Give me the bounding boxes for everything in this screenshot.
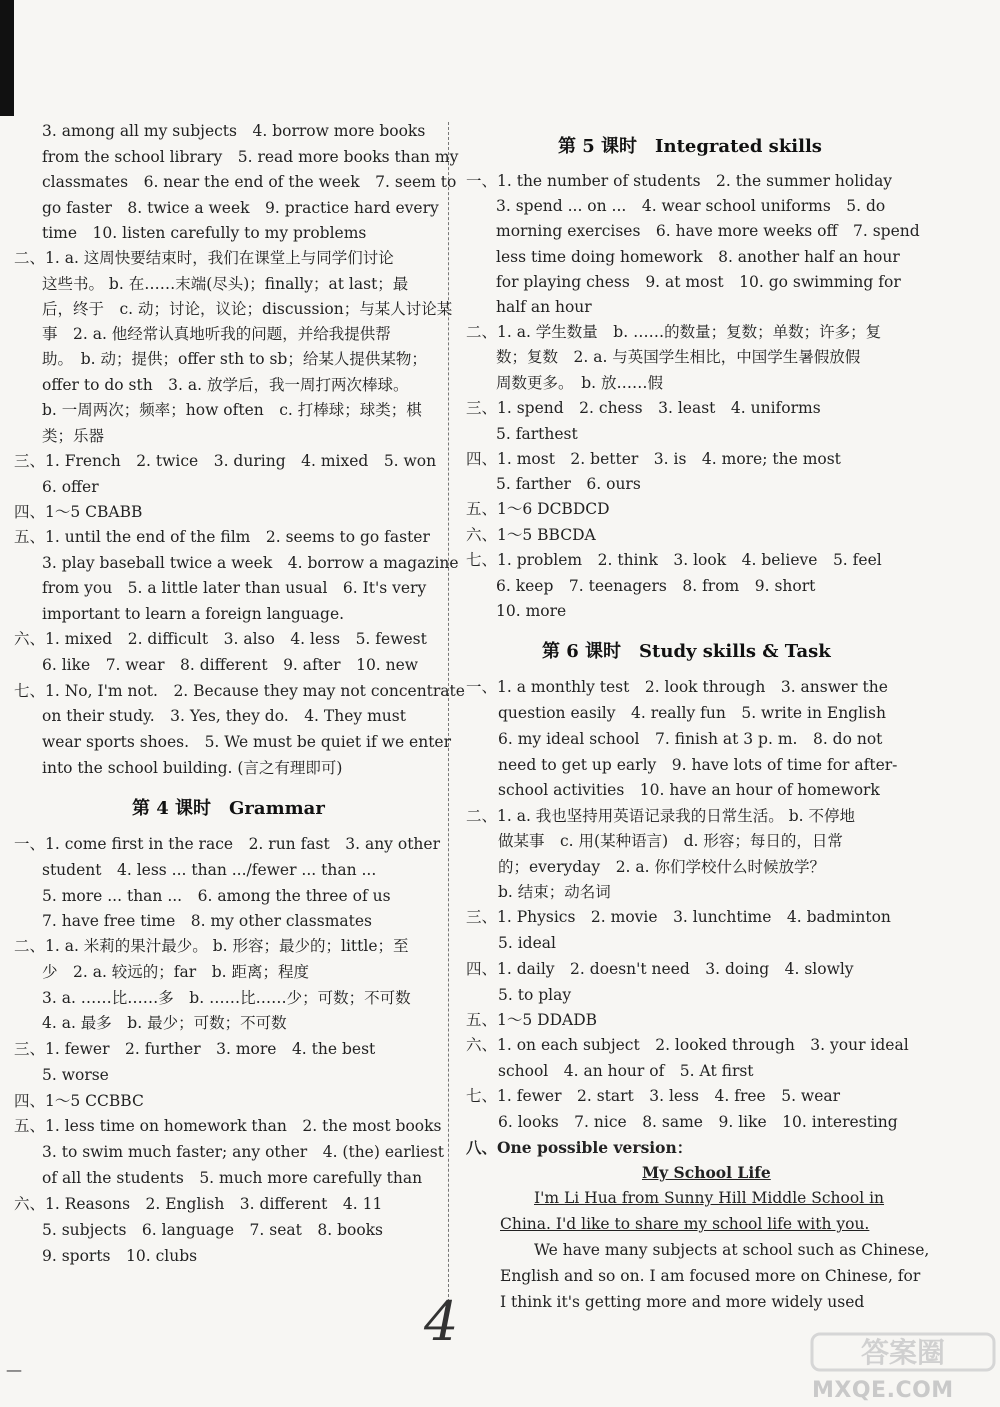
answer-line: go faster 8. twice a week 9. practice hard every: [42, 199, 439, 217]
answer-line: 六、1. on each subject 2. looked through 3. your ideal: [466, 1036, 909, 1054]
answer-line: half an hour: [496, 298, 592, 316]
answer-line: time 10. listen carefully to my problems: [42, 224, 367, 242]
answer-line: 6. keep 7. teenagers 8. from 9. short: [496, 577, 816, 595]
answer-line: question easily 4. really fun 5. write in English: [498, 704, 886, 722]
answer-line: 一、1. the number of students 2. the summer holiday: [466, 172, 893, 190]
answer-line: 6. offer: [42, 478, 99, 496]
watermark-logo: [810, 1332, 996, 1372]
answer-line: 三、1. Physics 2. movie 3. lunchtime 4. badminton: [466, 908, 891, 926]
answer-line: 后，终于 c. 动；讨论，议论；discussion；与某人讨论某: [42, 300, 453, 318]
answer-line: b. 一周两次；频率；how often c. 打棒球；球类；棋: [42, 401, 422, 419]
answer-line: 5. to play: [498, 986, 572, 1004]
answer-line: 6. my ideal school 7. finish at 3 p. m. 8. do not: [498, 730, 883, 748]
answer-line: 7. have free time 8. my other classmates: [42, 912, 373, 930]
answer-line: 10. more: [496, 602, 567, 620]
answer-line: 3. play baseball twice a week 4. borrow a magazine: [42, 554, 459, 572]
answer-line: of all the students 5. much more carefully than: [42, 1169, 423, 1187]
section-heading-lesson-6: 第 6 课时 Study skills & Task: [542, 641, 831, 662]
answer-line: 这些书。 b. 在……末端(尽头)；finally；at last；最: [42, 275, 409, 293]
answer-line: 七、1. problem 2. think 3. look 4. believe 5. feel: [466, 551, 882, 569]
essay-title: My School Life: [642, 1163, 771, 1182]
answer-line: 四、1. daily 2. doesn't need 3. doing 4. slowly: [466, 960, 854, 978]
answer-line: 类；乐器: [42, 427, 105, 445]
answer-line: 6. looks 7. nice 8. same 9. like 10. interesting: [498, 1113, 898, 1131]
answer-line: 事 2. a. 他经常认真地听我的问题，并给我提供帮: [42, 325, 391, 343]
answer-line: 四、1. most 2. better 3. is 4. more; the most: [466, 450, 841, 468]
answer-line: 七、1. fewer 2. start 3. less 4. free 5. wear: [466, 1087, 841, 1105]
answer-line: 三、1. French 2. twice 3. during 4. mixed 5. won: [14, 452, 437, 470]
answer-line: 3. spend ... on ... 4. wear school uniforms 5. do: [496, 197, 886, 215]
answer-line: 数；复数 2. a. 与英国学生相比，中国学生暑假放假: [496, 348, 861, 366]
answer-line: offer to do sth 3. a. 放学后，我一周打两次棒球。: [42, 376, 409, 394]
answer-line: important to learn a foreign language.: [42, 605, 345, 623]
answer-line: 5. worse: [42, 1066, 109, 1084]
answer-line: 七、1. No, I'm not. 2. Because they may not concentrate: [14, 682, 465, 700]
answer-line: 五、1. until the end of the film 2. seems to go faster: [14, 528, 430, 546]
answer-line: 六、1～5 BBCDA: [466, 526, 596, 544]
answer-line: 一、1. a monthly test 2. look through 3. answer the: [466, 678, 888, 696]
answer-line: 周数更多。 b. 放……假: [496, 374, 664, 392]
answer-line: 3. to swim much faster; any other 4. (the) earliest: [42, 1143, 444, 1161]
watermark-logo-text: 答案圈: [860, 1336, 946, 1369]
answer-line: less time doing homework 8. another half an hour: [496, 248, 900, 266]
answer-line: 二、1. a. 我也坚持用英语记录我的日常生活。 b. 不停地: [466, 807, 856, 825]
answer-line: from you 5. a little later than usual 6. It's very: [42, 579, 427, 597]
answer-line: b. 结束；动名词: [498, 883, 611, 901]
answer-line: 的；everyday 2. a. 你们学校什么时候放学？: [498, 858, 825, 876]
answer-line: 五、1. less time on homework than 2. the most books: [14, 1117, 442, 1135]
answer-line: need to get up early 9. have lots of time for after-: [498, 756, 898, 774]
answer-line: 四、1～5 CCBBC: [14, 1092, 144, 1110]
answer-line: 六、1. mixed 2. difficult 3. also 4. less 5. fewest: [14, 630, 427, 648]
answer-line: 四、1～5 CBABB: [14, 503, 143, 521]
answer-line: 二、1. a. 学生数量 b. ……的数量；复数；单数；许多；复: [466, 323, 882, 341]
answer-line: 4. a. 最多 b. 最少；可数；不可数: [42, 1014, 287, 1032]
answer-line: 少 2. a. 较远的；far b. 距离；程度: [42, 963, 309, 981]
answer-line: student 4. less ... than .../fewer ... than ...: [42, 861, 377, 879]
answer-line: 5. farther 6. ours: [496, 475, 641, 493]
answer-line: 3. a. ……比……多 b. ……比……少；可数；不可数: [42, 989, 411, 1007]
section-heading-lesson-5: 第 5 课时 Integrated skills: [558, 136, 822, 157]
footer-dash: —: [6, 1360, 22, 1379]
answer-line: 做某事 c. 用(某种语言) d. 形容；每日的，日常: [498, 832, 843, 850]
watermark-url: MXQE.COM: [812, 1378, 954, 1403]
answer-line: 五、1～6 DCBDCD: [466, 500, 610, 518]
answer-line: 助。 b. 动；提供；offer sth to sb；给某人提供某物；: [42, 350, 427, 368]
answer-line: 9. sports 10. clubs: [42, 1247, 198, 1265]
page-edge-bar: [0, 0, 14, 116]
answer-line: from the school library 5. read more books than my: [42, 148, 459, 166]
answer-line: for playing chess 9. at most 10. go swimming for: [496, 273, 901, 291]
answer-line: 二、1. a. 米莉的果汁最少。 b. 形容；最少的；little；至: [14, 937, 409, 955]
answer-line: 三、1. spend 2. chess 3. least 4. uniforms: [466, 399, 821, 417]
answer-line: 三、1. fewer 2. further 3. more 4. the best: [14, 1040, 376, 1058]
answer-line: wear sports shoes. 5. We must be quiet if we enter: [42, 733, 452, 751]
essay-line: China. I'd like to share my school life with you.: [500, 1215, 870, 1233]
essay-line: I think it's getting more and more widely used: [500, 1293, 865, 1311]
answer-line: 六、1. Reasons 2. English 3. different 4. 11: [14, 1195, 383, 1213]
sample-essay-label: 八、One possible version：: [466, 1138, 693, 1157]
answer-line: 五、1～5 DDADB: [466, 1011, 598, 1029]
answer-line: 一、1. come first in the race 2. run fast 3. any other: [14, 835, 440, 853]
answer-line: into the school building. (言之有理即可): [42, 759, 343, 777]
essay-line: I'm Li Hua from Sunny Hill Middle School in: [534, 1189, 885, 1207]
essay-line: English and so on. I am focused more on Chinese, for: [500, 1267, 921, 1285]
answer-line: 5. farthest: [496, 425, 578, 443]
section-heading-lesson-4: 第 4 课时 Grammar: [132, 798, 325, 819]
answer-line: school activities 10. have an hour of homework: [498, 781, 880, 799]
answer-line: school 4. an hour of 5. At first: [498, 1062, 754, 1080]
answer-line: 5. subjects 6. language 7. seat 8. books: [42, 1221, 384, 1239]
page-number: 4: [424, 1290, 459, 1353]
answer-line: 5. more ... than ... 6. among the three of us: [42, 887, 391, 905]
answer-line: 3. among all my subjects 4. borrow more books: [42, 122, 426, 140]
answer-line: on their study. 3. Yes, they do. 4. They must: [42, 707, 406, 725]
answer-line: 5. ideal: [498, 934, 556, 952]
answer-line: 二、1. a. 这周快要结束时，我们在课堂上与同学们讨论: [14, 249, 394, 267]
essay-line: We have many subjects at school such as Chinese,: [534, 1241, 930, 1259]
answer-line: classmates 6. near the end of the week 7. seem to: [42, 173, 457, 191]
answer-line: morning exercises 6. have more weeks off 7. spend: [496, 222, 920, 240]
answer-line: 6. like 7. wear 8. different 9. after 10. new: [42, 656, 419, 674]
